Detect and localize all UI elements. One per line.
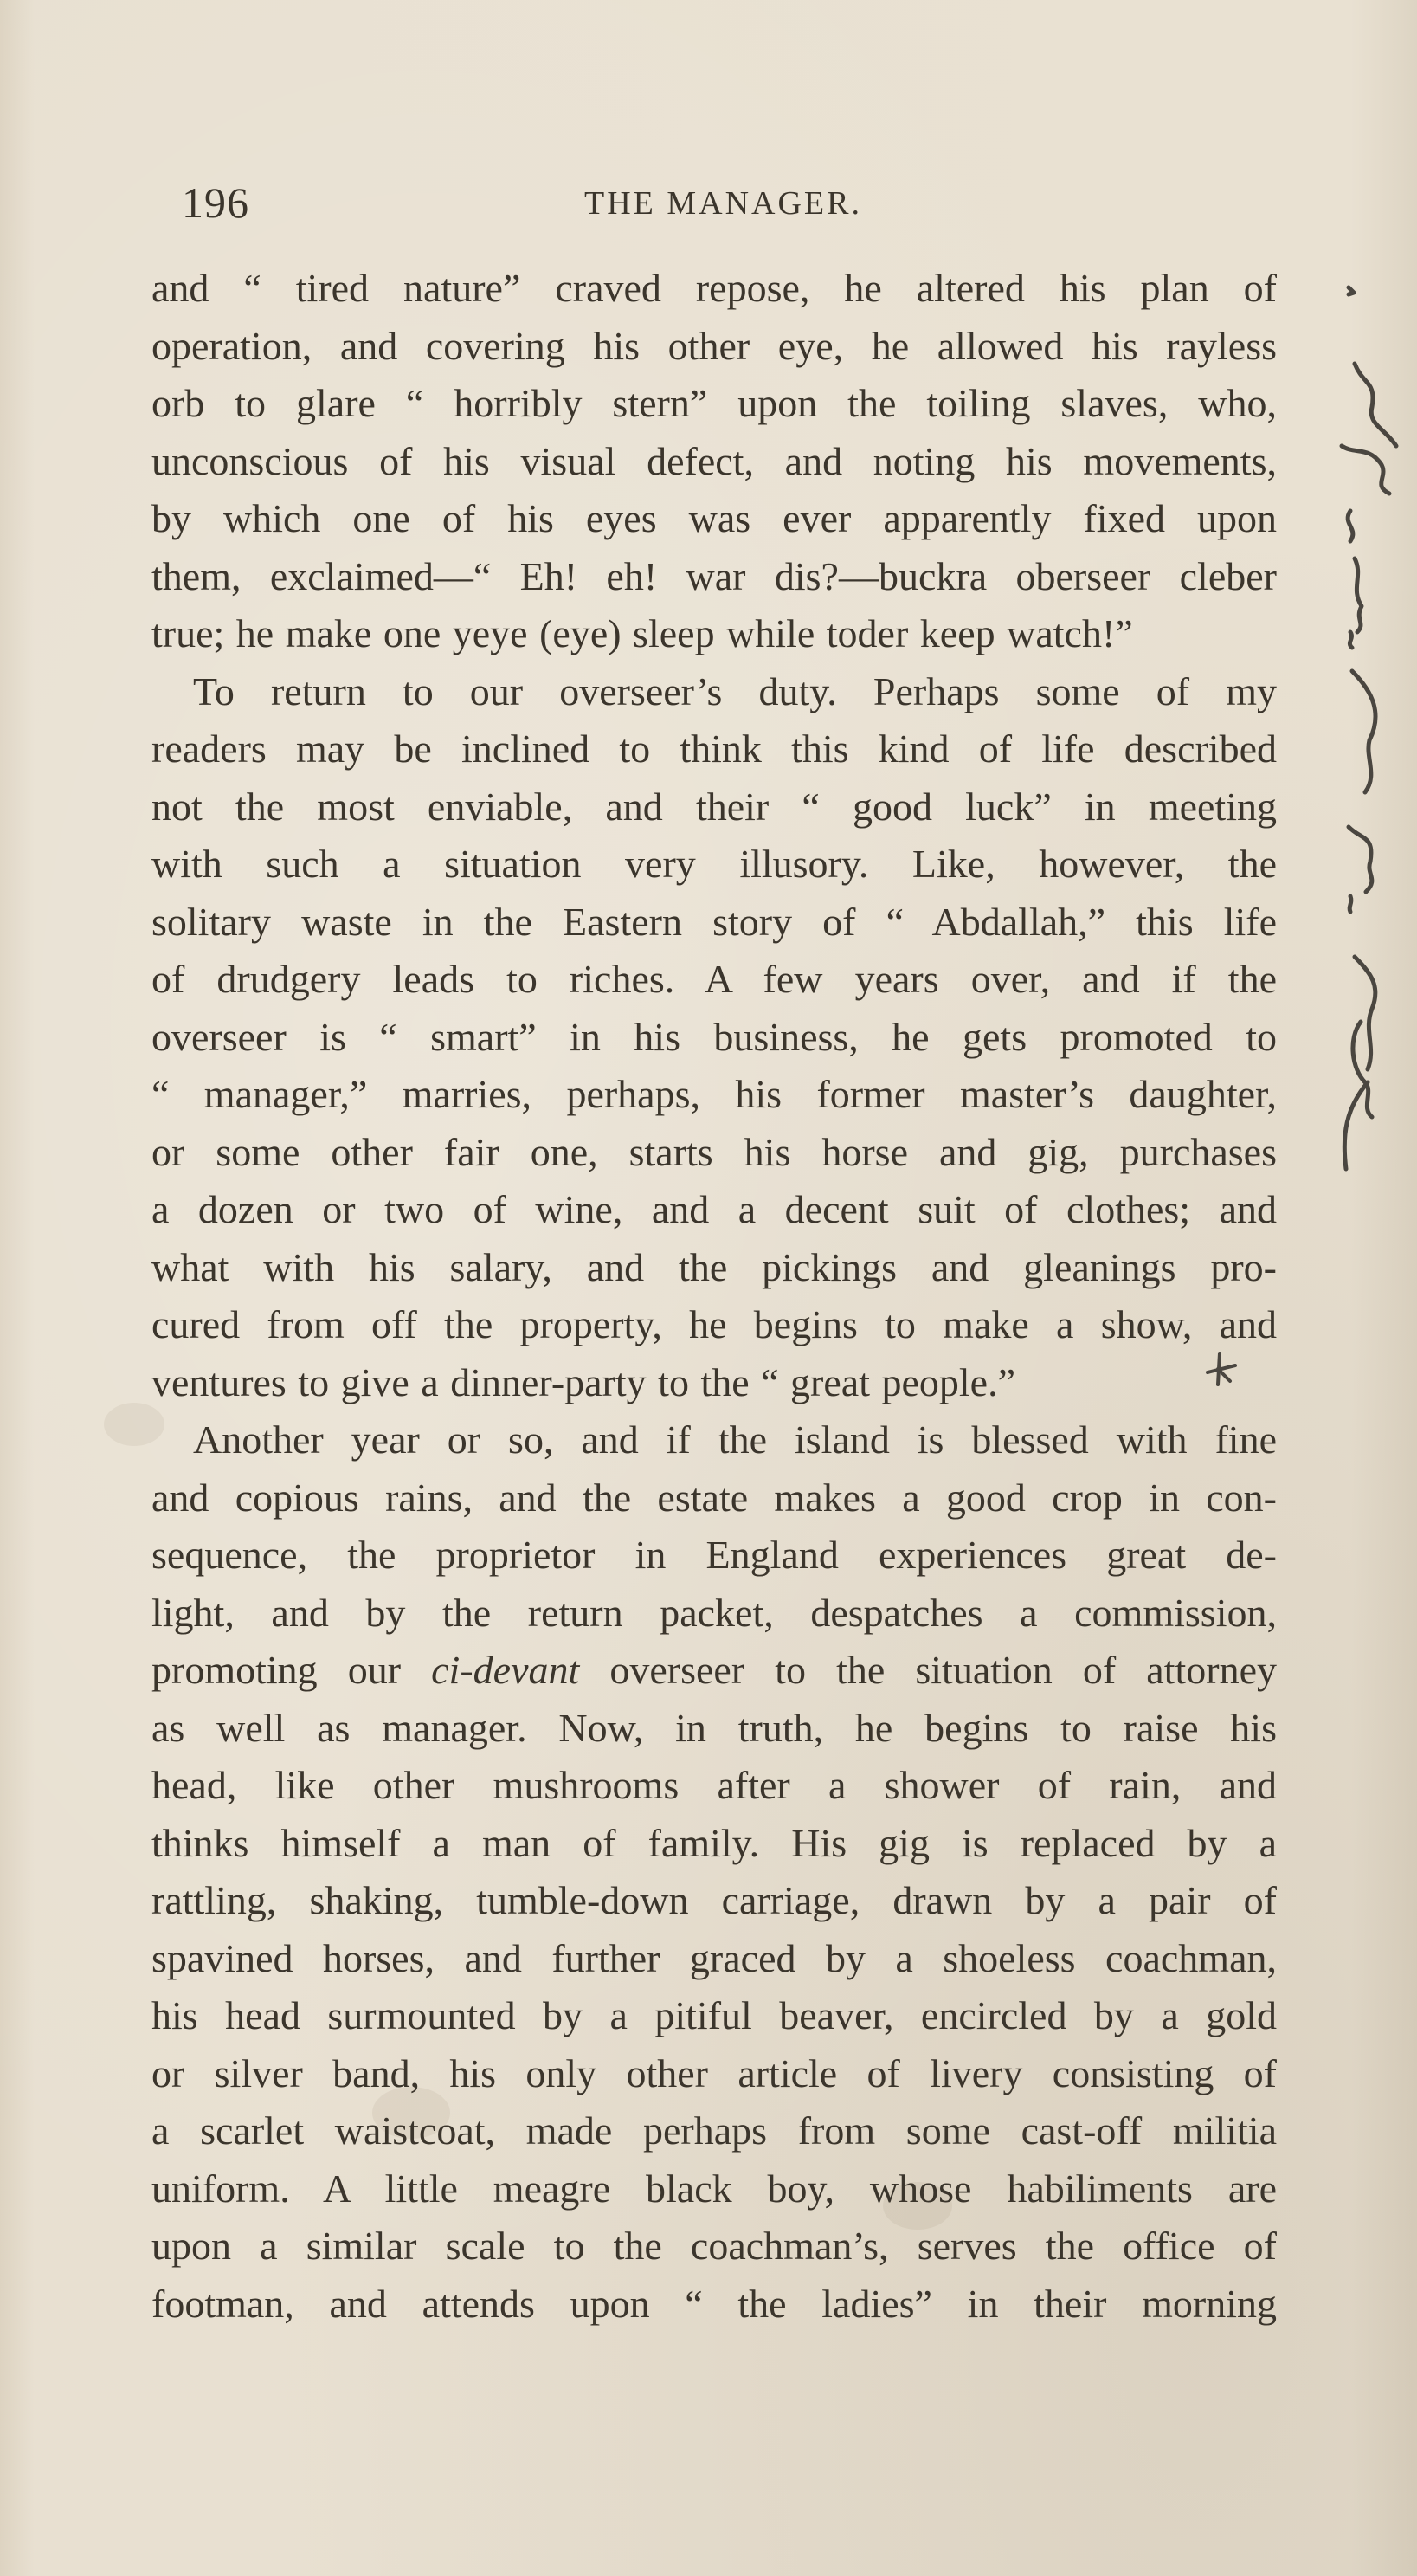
text-line: unconscious of his visual defect, and noting his movements,: [151, 438, 1277, 483]
text-line: true; he make one yeye (eye) sleep while toder keep watch!”: [151, 611, 1133, 655]
page-header: [182, 178, 1307, 238]
text-line: ventures to give a dinner-party to the “ great people.”: [151, 1359, 1016, 1404]
body-text: [151, 260, 1277, 2333]
italic-phrase: ci-devant: [431, 1648, 580, 1692]
text-line: head, like other mushrooms after a shower of rain, and: [151, 1763, 1277, 1807]
text-line: promoting our ci-devant overseer to the situation of attorney: [151, 1648, 1277, 1692]
text-line: and “ tired nature” craved repose, he altered his plan of: [151, 266, 1277, 310]
text-line: a scarlet waistcoat, made perhaps from some cast-off militia: [151, 2108, 1277, 2153]
text-line: or silver band, his only other article of livery consisting of: [151, 2050, 1277, 2095]
text-line: a dozen or two of wine, and a decent suit of clothes; and: [151, 1187, 1277, 1231]
text-line: and copious rains, and the estate makes a good crop in con-: [151, 1475, 1277, 1520]
text-line: cured from off the property, he begins to make a show, and: [151, 1302, 1277, 1346]
text-line: overseer is “ smart” in his business, he gets promoted to: [151, 1014, 1277, 1059]
text-line: solitary waste in the Eastern story of “ Abdallah,” this life: [151, 899, 1277, 944]
pencil-mark-icon: [1199, 1346, 1242, 1390]
text-line: footman, and attends upon “ the ladies” in their morning: [151, 2281, 1277, 2326]
text-line: thinks himself a man of family. His gig is replaced by a: [151, 1820, 1277, 1865]
text-line: “ manager,” marries, perhaps, his former master’s daughter,: [151, 1072, 1277, 1116]
text-line: upon a similar scale to the coachman’s, serves the office of: [151, 2224, 1277, 2268]
text-line: readers may be inclined to think this kind of life described: [151, 726, 1277, 771]
text-line: his head surmounted by a pitiful beaver, encircled by a gold: [151, 1993, 1277, 2037]
text-line: of drudgery leads to riches. A few years over, and if the: [151, 957, 1277, 1001]
text-line: light, and by the return packet, despatches a commission,: [151, 1590, 1277, 1635]
pencil-scrawl-drawing: [1307, 260, 1411, 1299]
text-line: with such a situation very illusory. Like, however, the: [151, 842, 1277, 886]
text-line: sequence, the proprietor in England experiences great de-: [151, 1533, 1277, 1577]
text-line: them, exclaimed—“ Eh! eh! war dis?—buckra oberseer cleber: [151, 553, 1277, 598]
text-line: To return to our overseer’s duty. Perhaps some of my: [193, 668, 1277, 713]
text-line: operation, and covering his other eye, he allowed his rayless: [151, 323, 1277, 368]
text-line: by which one of his eyes was ever apparently fixed upon: [151, 496, 1277, 540]
text-line: or some other fair one, starts his horse and gig, purchases: [151, 1129, 1277, 1174]
text-line: uniform. A little meagre black boy, whose habiliments are: [151, 2166, 1277, 2211]
page-number: 196: [182, 178, 249, 227]
text-line: spavined horses, and further graced by a shoeless coachman,: [151, 1935, 1277, 1980]
running-head: THE MANAGER.: [584, 185, 862, 222]
text-line: rattling, shaking, tumble-down carriage, drawn by a pair of: [151, 1878, 1277, 1922]
text-line: Another year or so, and if the island is blessed with fine: [193, 1417, 1277, 1462]
text-line: orb to glare “ horribly stern” upon the toiling slaves, who,: [151, 381, 1277, 425]
text-line: not the most enviable, and their “ good luck” in meeting: [151, 784, 1277, 829]
text-line: what with his salary, and the pickings and gleanings pro-: [151, 1244, 1277, 1289]
text-line: as well as manager. Now, in truth, he begins to raise his: [151, 1705, 1277, 1750]
handwritten-margin-note: [1307, 260, 1411, 1299]
